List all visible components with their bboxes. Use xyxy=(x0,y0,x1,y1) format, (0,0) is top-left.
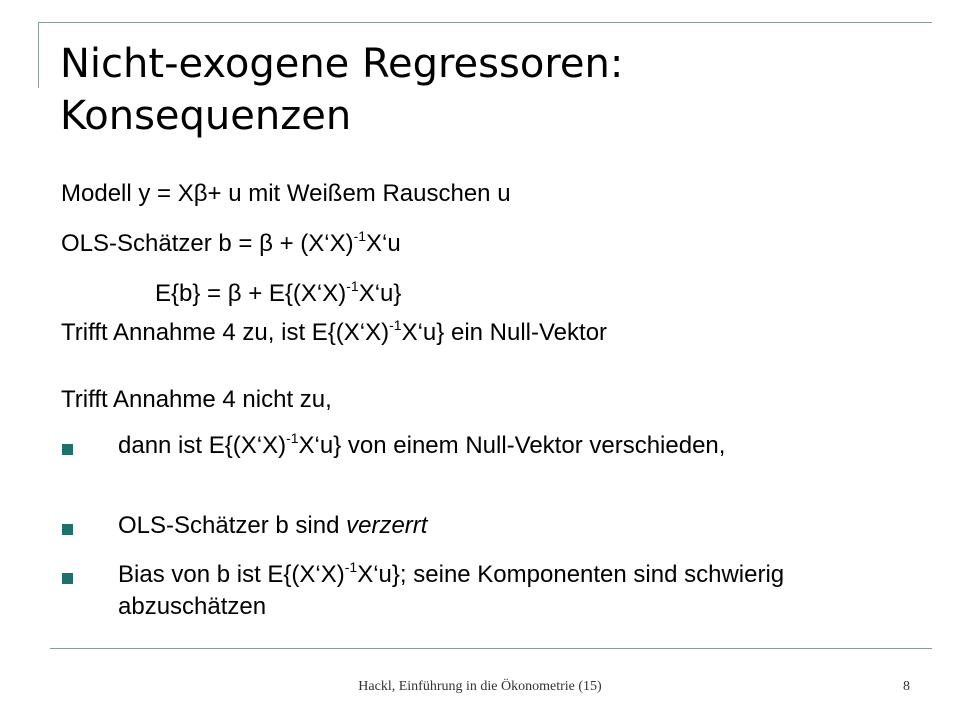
assumption-holds-exponent: -1 xyxy=(389,317,402,333)
bullet-1-text-a: dann ist E{(X‘X) xyxy=(118,432,287,459)
bullet-item-2 xyxy=(118,511,908,541)
bullet-2-italic: verzerrt xyxy=(346,512,428,539)
bullet-marker-3 xyxy=(62,573,73,584)
bullet-marker-2 xyxy=(62,524,73,535)
frame-bottom-line xyxy=(50,648,932,649)
model-line xyxy=(61,179,921,209)
frame-top-line xyxy=(38,22,932,23)
expectation-text-b: X‘u} xyxy=(358,280,402,307)
bullet-3-text-a: Bias von b ist E{(X‘X) xyxy=(118,561,345,588)
ols-estimator-line xyxy=(61,229,921,261)
assumption-fails-text: Trifft Annahme 4 nicht zu, xyxy=(61,386,332,413)
assumption-holds-text-b: X‘u} ein Null-Vektor xyxy=(401,319,608,346)
bullet-item-3 xyxy=(118,560,908,622)
assumption-holds-line xyxy=(61,318,921,350)
bullet-1-text-b: X‘u} von einem Null-Vektor verschieden, xyxy=(298,432,726,459)
bullet-marker-1 xyxy=(62,444,73,455)
page-number: 8 xyxy=(903,679,910,694)
model-text: Modell y = Xβ+ u mit Weißem Rauschen u xyxy=(61,180,511,207)
slide-title xyxy=(60,38,920,142)
footer-text: Hackl, Einführung in die Ökonometrie (15) xyxy=(358,679,602,694)
expectation-exponent: -1 xyxy=(346,278,359,294)
bullet-item-1 xyxy=(118,431,908,463)
assumption-holds-text-a: Trifft Annahme 4 zu, ist E{(X‘X) xyxy=(61,319,390,346)
ols-exponent: -1 xyxy=(353,228,367,244)
frame-left-line xyxy=(38,22,39,88)
bullet-2-text-a: OLS-Schätzer b sind xyxy=(118,512,347,539)
slide-title-line-2: Konsequenzen xyxy=(60,93,352,139)
bullet-3-exponent: -1 xyxy=(344,559,358,575)
bullet-1-exponent: -1 xyxy=(286,430,299,446)
slide-title-line-1: Nicht-exogene Regressoren: xyxy=(60,41,624,87)
assumption-fails-line xyxy=(61,385,921,415)
ols-text-a: OLS-Schätzer b = β + (X‘X) xyxy=(61,230,354,257)
expectation-line xyxy=(155,279,960,311)
bullet-3-text-b: X‘u}; seine Komponenten sind schwierig abzuschätzen xyxy=(118,561,785,620)
expectation-text-a: E{b} = β + E{(X‘X) xyxy=(155,280,347,307)
ols-text-b: X‘u xyxy=(366,230,401,257)
